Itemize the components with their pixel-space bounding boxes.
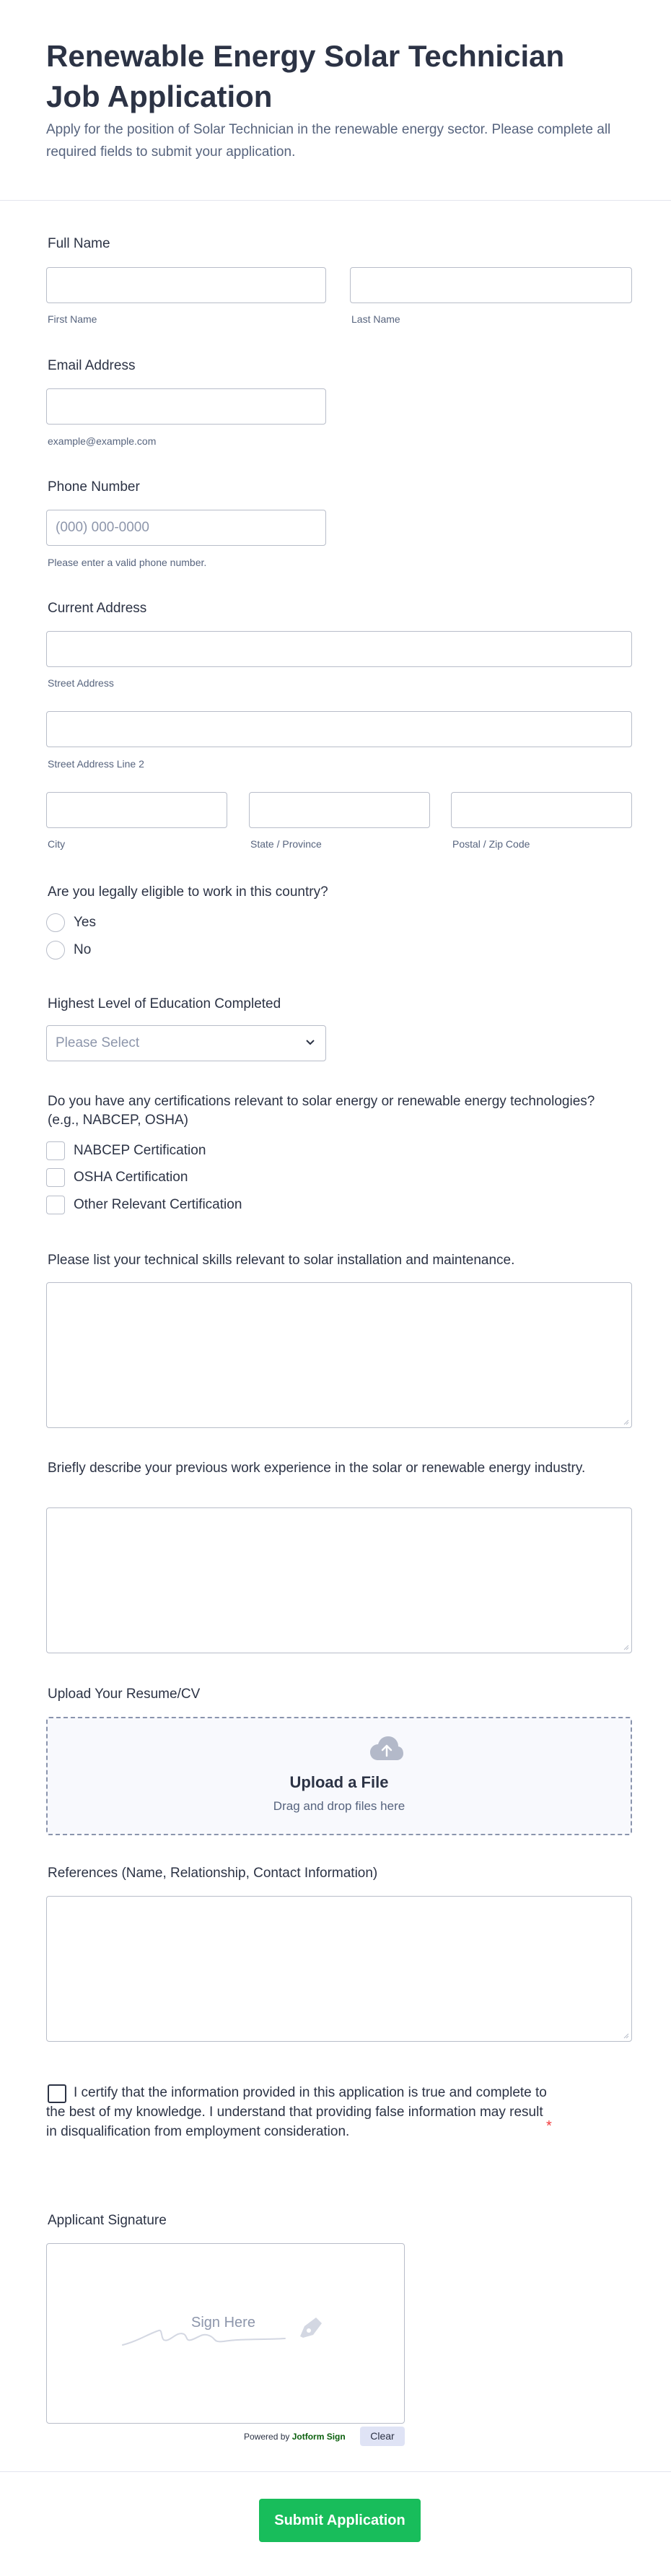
education-select[interactable] <box>46 1025 326 1061</box>
certify-text: I certify that the information provided in this application is true and complete to the best of my knowledge. I understand that providing false information may result in disqualification from employment consideration. <box>46 2085 547 2139</box>
street-address-input[interactable] <box>46 631 632 667</box>
phone-sublabel: Please enter a valid phone number. <box>48 557 207 568</box>
radio-yes[interactable] <box>46 913 65 932</box>
radio-yes-label: Yes <box>74 915 96 930</box>
email-sublabel: example@example.com <box>48 435 157 447</box>
first-name-sublabel: First Name <box>48 313 97 325</box>
pen-nib-icon <box>294 2315 323 2339</box>
references-label: References (Name, Relationship, Contact Information) <box>48 1866 378 1881</box>
street-address-sublabel: Street Address <box>48 677 114 689</box>
certify-checkbox[interactable] <box>48 2084 66 2103</box>
email-input[interactable] <box>46 388 326 425</box>
eligibility-option-yes[interactable] <box>46 913 96 933</box>
skills-textarea[interactable] <box>46 1282 632 1428</box>
address-label: Current Address <box>48 601 147 616</box>
resize-grip-icon[interactable] <box>622 2032 629 2039</box>
signature-hint: Sign Here <box>191 2315 255 2331</box>
email-label: Email Address <box>48 358 136 373</box>
cert-option-other[interactable] <box>46 1195 242 1215</box>
checkbox-other[interactable] <box>46 1196 65 1214</box>
powered-by-prefix: Powered by <box>244 2432 290 2442</box>
chevron-down-icon <box>305 1039 315 1046</box>
page-subtitle: Apply for the position of Solar Technician in the renewable energy sector. Please complete all required fields to submit your application. <box>46 122 611 160</box>
cert-option-osha[interactable] <box>46 1167 188 1188</box>
references-textarea[interactable] <box>46 1896 632 2042</box>
checkbox-other-label: Other Relevant Certification <box>74 1197 242 1212</box>
radio-no[interactable] <box>46 941 65 960</box>
experience-label: Briefly describe your previous work experience in the solar or renewable energy industry. <box>48 1461 586 1476</box>
last-name-sublabel: Last Name <box>351 313 400 325</box>
state-input[interactable] <box>249 792 430 828</box>
resume-label: Upload Your Resume/CV <box>48 1687 201 1702</box>
experience-textarea[interactable] <box>46 1507 632 1653</box>
full-name-label: Full Name <box>48 236 110 251</box>
upload-title: Upload a File <box>289 1773 389 1791</box>
eligibility-label: Are you legally eligible to work in this country? <box>48 884 328 900</box>
checkbox-osha[interactable] <box>46 1168 65 1187</box>
last-name-input[interactable] <box>350 267 632 303</box>
cloud-upload-icon <box>369 1736 404 1763</box>
submit-button[interactable]: Submit Application <box>259 2499 421 2542</box>
cert-option-nabcep[interactable] <box>46 1141 206 1161</box>
street-address-2-input[interactable] <box>46 711 632 747</box>
signature-label: Applicant Signature <box>48 2213 167 2228</box>
jotform-sign-link[interactable]: Jotform Sign <box>291 2432 346 2442</box>
phone-label: Phone Number <box>48 479 140 495</box>
resume-upload-dropzone[interactable] <box>46 1717 632 1835</box>
street-address-2-sublabel: Street Address Line 2 <box>48 758 144 770</box>
zip-input[interactable] <box>451 792 632 828</box>
skills-label: Please list your technical skills relevant to solar installation and maintenance. <box>48 1253 515 1268</box>
footer-divider <box>0 2471 671 2472</box>
city-sublabel: City <box>48 838 66 850</box>
first-name-input[interactable] <box>46 267 326 303</box>
powered-by <box>244 2432 346 2442</box>
city-input[interactable] <box>46 792 227 828</box>
certifications-label: Do you have any certifications relevant to solar energy or renewable energy technologies? (e.g., NABCEP, OSHA) <box>48 1094 595 1128</box>
resize-grip-icon[interactable] <box>622 1643 629 1650</box>
radio-no-label: No <box>74 942 92 957</box>
checkbox-osha-label: OSHA Certification <box>74 1170 188 1185</box>
education-select-value: Please Select <box>56 1035 140 1050</box>
required-asterisk: * <box>546 2118 552 2134</box>
page-title: Renewable Energy Solar Technician Job Application <box>46 39 565 113</box>
eligibility-option-no[interactable] <box>46 940 91 960</box>
zip-sublabel: Postal / Zip Code <box>452 838 530 850</box>
education-label: Highest Level of Education Completed <box>48 996 281 1011</box>
checkbox-nabcep[interactable] <box>46 1141 65 1160</box>
clear-signature-button[interactable]: Clear <box>360 2427 405 2446</box>
checkbox-nabcep-label: NABCEP Certification <box>74 1143 206 1158</box>
phone-input[interactable]: (000) 000-0000 <box>46 510 326 546</box>
state-sublabel: State / Province <box>250 838 322 850</box>
signature-pad[interactable] <box>46 2243 405 2424</box>
resize-grip-icon[interactable] <box>622 1418 629 1425</box>
form-header <box>0 0 671 201</box>
upload-hint: Drag and drop files here <box>273 1799 405 1813</box>
